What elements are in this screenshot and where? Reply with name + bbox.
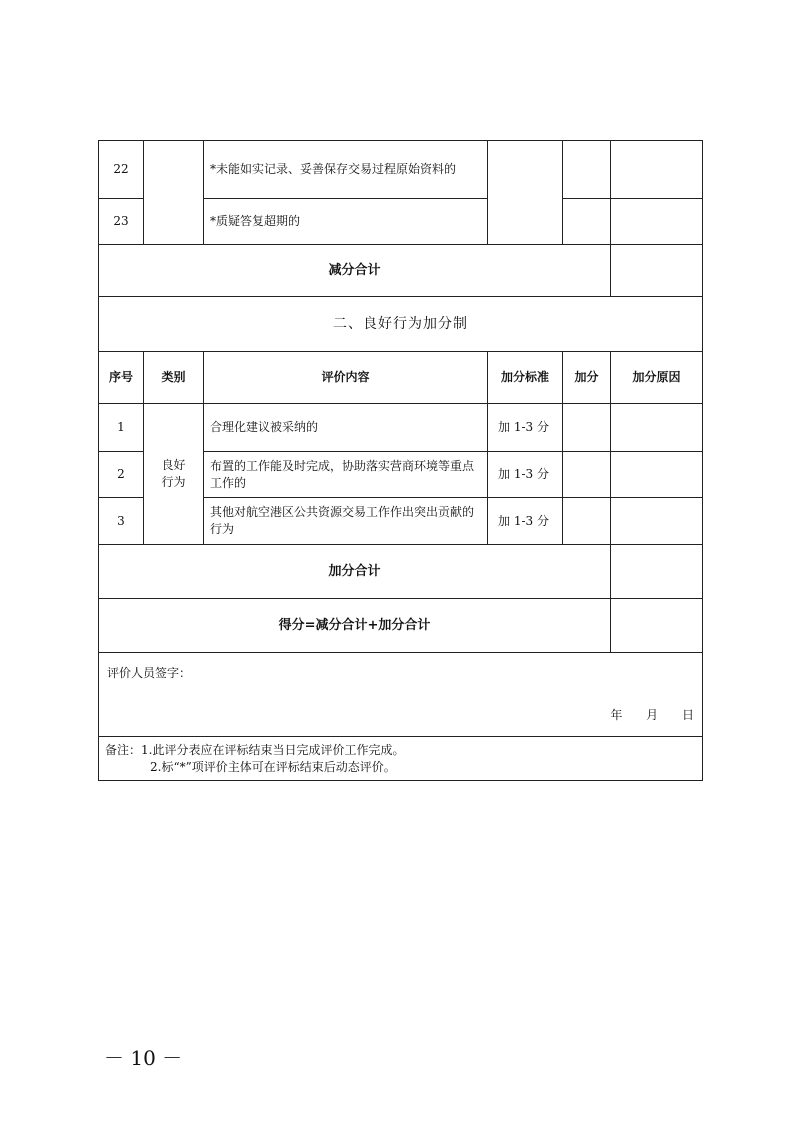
row-number: 2 bbox=[99, 452, 144, 498]
section-title: 二、良好行为加分制 bbox=[99, 297, 703, 352]
table-row bbox=[99, 245, 703, 297]
signature-date: 年 月 日 bbox=[610, 708, 694, 722]
standard-cell bbox=[488, 141, 563, 245]
row-content: 布置的工作能及时完成，协助落实营商环境等重点工作的 bbox=[204, 452, 488, 498]
table-row bbox=[99, 545, 703, 599]
page-number: － 10 － bbox=[104, 1046, 183, 1070]
score-cell bbox=[563, 199, 611, 245]
signature-cell bbox=[99, 653, 703, 737]
score-value bbox=[611, 599, 703, 653]
table-row bbox=[99, 599, 703, 653]
row-number: 23 bbox=[99, 199, 144, 245]
note-line-1: 备注：1.此评分表应在评标结束当日完成评价工作完成。 bbox=[105, 742, 405, 757]
bonus-total-value bbox=[611, 545, 703, 599]
header-no: 序号 bbox=[99, 352, 144, 404]
score-cell bbox=[563, 498, 611, 545]
reason-cell bbox=[611, 404, 703, 452]
notes-cell bbox=[99, 737, 703, 781]
score-cell bbox=[563, 141, 611, 199]
reason-cell bbox=[611, 199, 703, 245]
table-row bbox=[99, 404, 703, 452]
header-category: 类别 bbox=[144, 352, 204, 404]
table-row bbox=[99, 141, 703, 199]
evaluation-table bbox=[98, 140, 703, 781]
note-line-2: 2.标“*”项评价主体可在评标结束后动态评价。 bbox=[150, 759, 396, 774]
table-row bbox=[99, 297, 703, 352]
row-standard: 加 1-3 分 bbox=[488, 452, 563, 498]
row-content: 其他对航空港区公共资源交易工作作出突出贡献的行为 bbox=[204, 498, 488, 545]
row-content: *未能如实记录、妥善保存交易过程原始资料的 bbox=[204, 141, 488, 199]
reason-cell bbox=[611, 141, 703, 199]
row-standard: 加 1-3 分 bbox=[488, 404, 563, 452]
deduct-total-label: 减分合计 bbox=[99, 245, 611, 297]
row-standard: 加 1-3 分 bbox=[488, 498, 563, 545]
row-content: 合理化建议被采纳的 bbox=[204, 404, 488, 452]
score-cell bbox=[563, 404, 611, 452]
signature-label: 评价人员签字： bbox=[107, 666, 192, 680]
score-formula: 得分=减分合计+加分合计 bbox=[99, 599, 611, 653]
signature-row bbox=[99, 653, 703, 737]
score-cell bbox=[563, 452, 611, 498]
deduct-total-value bbox=[611, 245, 703, 297]
header-reason: 加分原因 bbox=[611, 352, 703, 404]
header-score: 加分 bbox=[563, 352, 611, 404]
row-number: 22 bbox=[99, 141, 144, 199]
row-number: 3 bbox=[99, 498, 144, 545]
reason-cell bbox=[611, 452, 703, 498]
notes-row bbox=[99, 737, 703, 781]
bonus-total-label: 加分合计 bbox=[99, 545, 611, 599]
header-standard: 加分标准 bbox=[488, 352, 563, 404]
table-header-row bbox=[99, 352, 703, 404]
header-content: 评价内容 bbox=[204, 352, 488, 404]
category-cell bbox=[144, 141, 204, 245]
row-number: 1 bbox=[99, 404, 144, 452]
row-content: *质疑答复超期的 bbox=[204, 199, 488, 245]
reason-cell bbox=[611, 498, 703, 545]
category-cell: 良好行为 bbox=[144, 404, 204, 545]
